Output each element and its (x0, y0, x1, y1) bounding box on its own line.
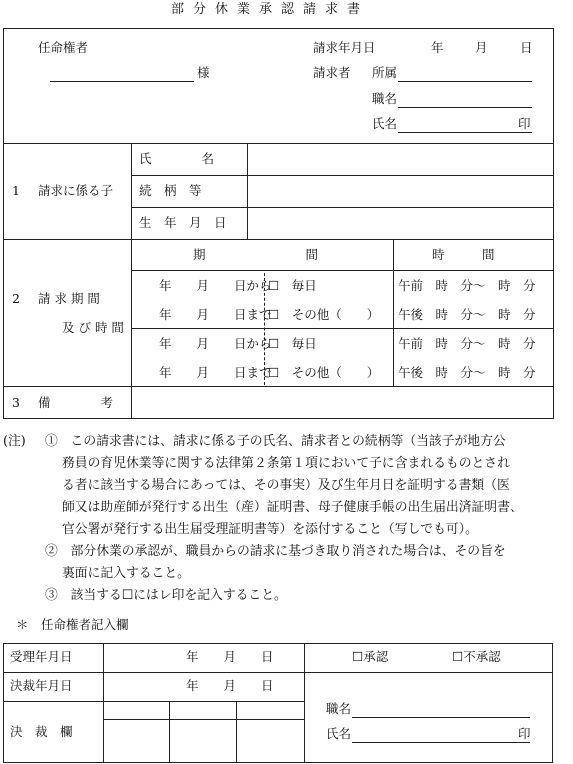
row4-option[interactable]: ☐ その他（ ） (268, 365, 380, 380)
row1-time: 午前 時 分～ 時 分 (398, 278, 536, 293)
relationship-label: 続 柄 等 (139, 183, 202, 198)
affiliation-label: 所属 (372, 65, 398, 80)
row3-date: 年 月 日から (159, 336, 272, 351)
row3-time: 午前 時 分～ 時 分 (398, 336, 536, 351)
section2-label-line1: 請 求 期 間 (38, 291, 100, 306)
note-line-2: 務員の育児休業等に関する法律第２条第１項において子に含まれるものとされ (62, 456, 510, 471)
note-line-3: る者に該当する場合にあっては、その事実）及び生年月日を証明する書類（医 (62, 478, 510, 493)
seal-mark: 印 (518, 116, 531, 131)
decision-column-label: 決 裁 欄 (10, 724, 73, 739)
note-line-7: 裏面に記入すること。 (62, 566, 190, 581)
position-label: 職名 (372, 91, 398, 106)
approver-name-field[interactable] (352, 742, 530, 743)
affiliation-field[interactable] (398, 81, 532, 82)
note-line-5: 官公署が発行する出生届受理証明書等）を添付すること（写しでも可）。 (62, 522, 478, 537)
position-field[interactable] (398, 107, 532, 108)
approver-seal-mark: 印 (518, 726, 531, 741)
request-year-label: 年 (431, 40, 444, 55)
approve-checkbox[interactable]: ☐承認 (352, 649, 389, 664)
row3-option[interactable]: ☐ 毎日 (268, 336, 317, 351)
decision-date-value[interactable]: 年 月 日 (186, 678, 274, 693)
birth-date-label: 生 年 月 日 (139, 215, 227, 230)
child-name-label: 氏 名 (139, 151, 215, 166)
row1-option[interactable]: ☐ 毎日 (268, 278, 317, 293)
name-field[interactable] (398, 132, 532, 133)
approver-name-label: 氏名 (326, 726, 352, 741)
remarks-field[interactable] (133, 388, 551, 416)
child-name-field[interactable] (249, 145, 551, 173)
approver-position-label: 職名 (326, 701, 352, 716)
relationship-field[interactable] (249, 177, 551, 205)
section3-number: 3 (12, 395, 20, 410)
sama-label: 様 (197, 65, 210, 80)
row2-option[interactable]: ☐ その他（ ） (268, 307, 380, 322)
requester-label: 請求者 (313, 65, 351, 80)
period-header: 期 間 (193, 247, 319, 262)
row4-time: 午後 時 分～ 時 分 (398, 365, 536, 380)
section3-label: 備 考 (38, 395, 114, 410)
appointer-label: 任命権者 (38, 40, 89, 55)
request-month-label: 月 (475, 40, 488, 55)
note-line-4: 師又は助産師が発行する出生（産）証明書、母子健康手帳の出生届出済証明書、 (62, 500, 523, 515)
appointer-name-line (50, 81, 194, 82)
section1-number: 1 (12, 183, 20, 198)
receipt-date-label: 受理年月日 (10, 649, 73, 664)
note-line-8: ③ 該当する☐にはレ印を記入すること。 (45, 588, 287, 603)
section2-number: 2 (12, 291, 20, 306)
row1-date: 年 月 日から (159, 278, 272, 293)
section2-label-line2: 及 び 時 間 (62, 320, 124, 335)
request-date-label: 請求年月日 (313, 40, 376, 55)
approver-position-field[interactable] (352, 717, 530, 718)
birth-date-field[interactable] (249, 209, 551, 237)
name-label: 氏名 (372, 116, 398, 131)
decision-date-label: 決裁年月日 (10, 678, 73, 693)
section1-label: 請求に係る子 (38, 183, 114, 198)
notes-prefix: (注) (3, 434, 26, 449)
request-day-label: 日 (520, 40, 533, 55)
row2-time: 午後 時 分～ 時 分 (398, 307, 536, 322)
row4-date: 年 月 日まで (159, 365, 272, 380)
time-header: 時 間 (432, 247, 495, 262)
note-line-6: ② 部分休業の承認が、職員からの請求に基づき取り消された場合は、その旨を (45, 544, 506, 559)
appointer-section-title: ＊ 任命権者記入欄 (16, 617, 129, 632)
row2-date: 年 月 日まで (159, 307, 272, 322)
note-line-1: ① この請求書には、請求に係る子の氏名、請求者との続柄等（当該子が地方公 (45, 434, 506, 449)
receipt-date-value[interactable]: 年 月 日 (186, 649, 274, 664)
disapprove-checkbox[interactable]: ☐不承認 (452, 649, 501, 664)
page-title: 部分休業承認請求書 (171, 2, 370, 17)
